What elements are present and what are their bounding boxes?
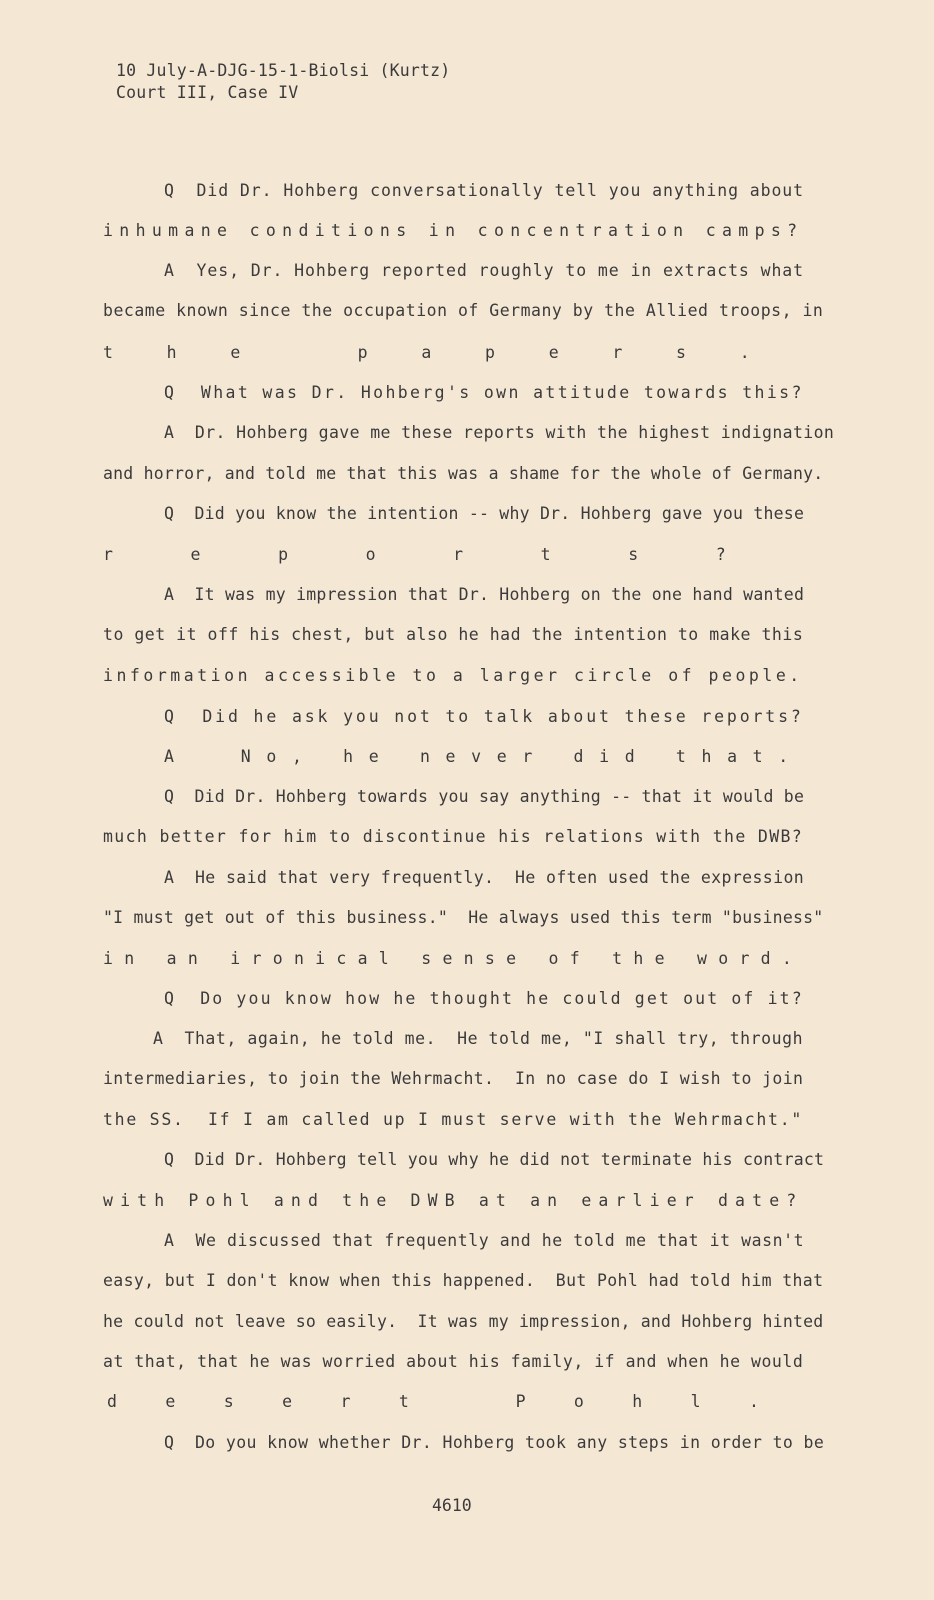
text-line: easy, but I don't know when this happened. But Pohl had told him that — [103, 1271, 824, 1290]
text-line: A No, he never did that. — [164, 747, 804, 766]
text-line: became known since the occupation of Germany by the Allied troops, in — [103, 301, 824, 320]
text-line: Q Do you know whether Dr. Hohberg took any steps in order to be — [164, 1433, 825, 1452]
text-line: Q Do you know how he thought he could get out of it? — [164, 989, 804, 1008]
text-line: Q Did he ask you not to talk about these reports? — [164, 707, 804, 726]
text-line: at that, that he was worried about his family, if and when he would — [103, 1352, 804, 1371]
text-line: Q Did Dr. Hohberg conversationally tell you anything about — [164, 181, 804, 200]
text-line: A It was my impression that Dr. Hohberg on the one hand wanted — [164, 585, 805, 604]
text-line: Q Did you know the intention -- why Dr. Hohberg gave you these — [164, 504, 805, 523]
text-line: intermediaries, to join the Wehrmacht. In no case do I wish to join — [103, 1069, 804, 1088]
text-line: much better for him to discontinue his relations with the DWB? — [103, 827, 804, 846]
text-line: inhumane conditions in concentration camps? — [103, 221, 804, 240]
text-line: to get it off his chest, but also he had the intention to make this — [103, 625, 804, 644]
text-line: the papers. — [103, 343, 804, 362]
text-line: "I must get out of this business." He always used this term "business" — [103, 908, 824, 927]
text-line: information accessible to a larger circle of people. — [103, 666, 803, 685]
text-line: with Pohl and the DWB at an earlier date? — [103, 1191, 804, 1210]
text-line: A We discussed that frequently and he told me that it wasn't — [164, 1231, 805, 1250]
text-line: Q Did Dr. Hohberg towards you say anything -- that it would be — [164, 787, 805, 806]
text-line: desert Pohl. — [107, 1392, 808, 1411]
text-line: A Yes, Dr. Hohberg reported roughly to me in extracts what — [164, 261, 804, 280]
text-line: A That, again, he told me. He told me, "I shall try, through — [153, 1029, 804, 1048]
text-line: Q What was Dr. Hohberg's own attitude towards this? — [164, 383, 804, 402]
header-court-line: Court III, Case IV — [116, 83, 299, 102]
text-line: reports? — [103, 545, 804, 564]
text-line: the SS. If I am called up I must serve with the Wehrmacht." — [103, 1110, 804, 1129]
page-number: 4610 — [432, 1496, 472, 1515]
text-line: in an ironical sense of the word. — [103, 949, 804, 968]
text-line: Q Did Dr. Hohberg tell you why he did not terminate his contract — [164, 1150, 825, 1169]
text-line: he could not leave so easily. It was my impression, and Hohberg hinted — [103, 1312, 824, 1331]
header-case-line: 10 July-A-DJG-15-1-Biolsi (Kurtz) — [116, 61, 451, 80]
text-line: A He said that very frequently. He often used the expression — [164, 868, 805, 887]
text-line: and horror, and told me that this was a shame for the whole of Germany. — [103, 464, 824, 483]
text-line: A Dr. Hohberg gave me these reports with the highest indignation — [164, 423, 835, 442]
